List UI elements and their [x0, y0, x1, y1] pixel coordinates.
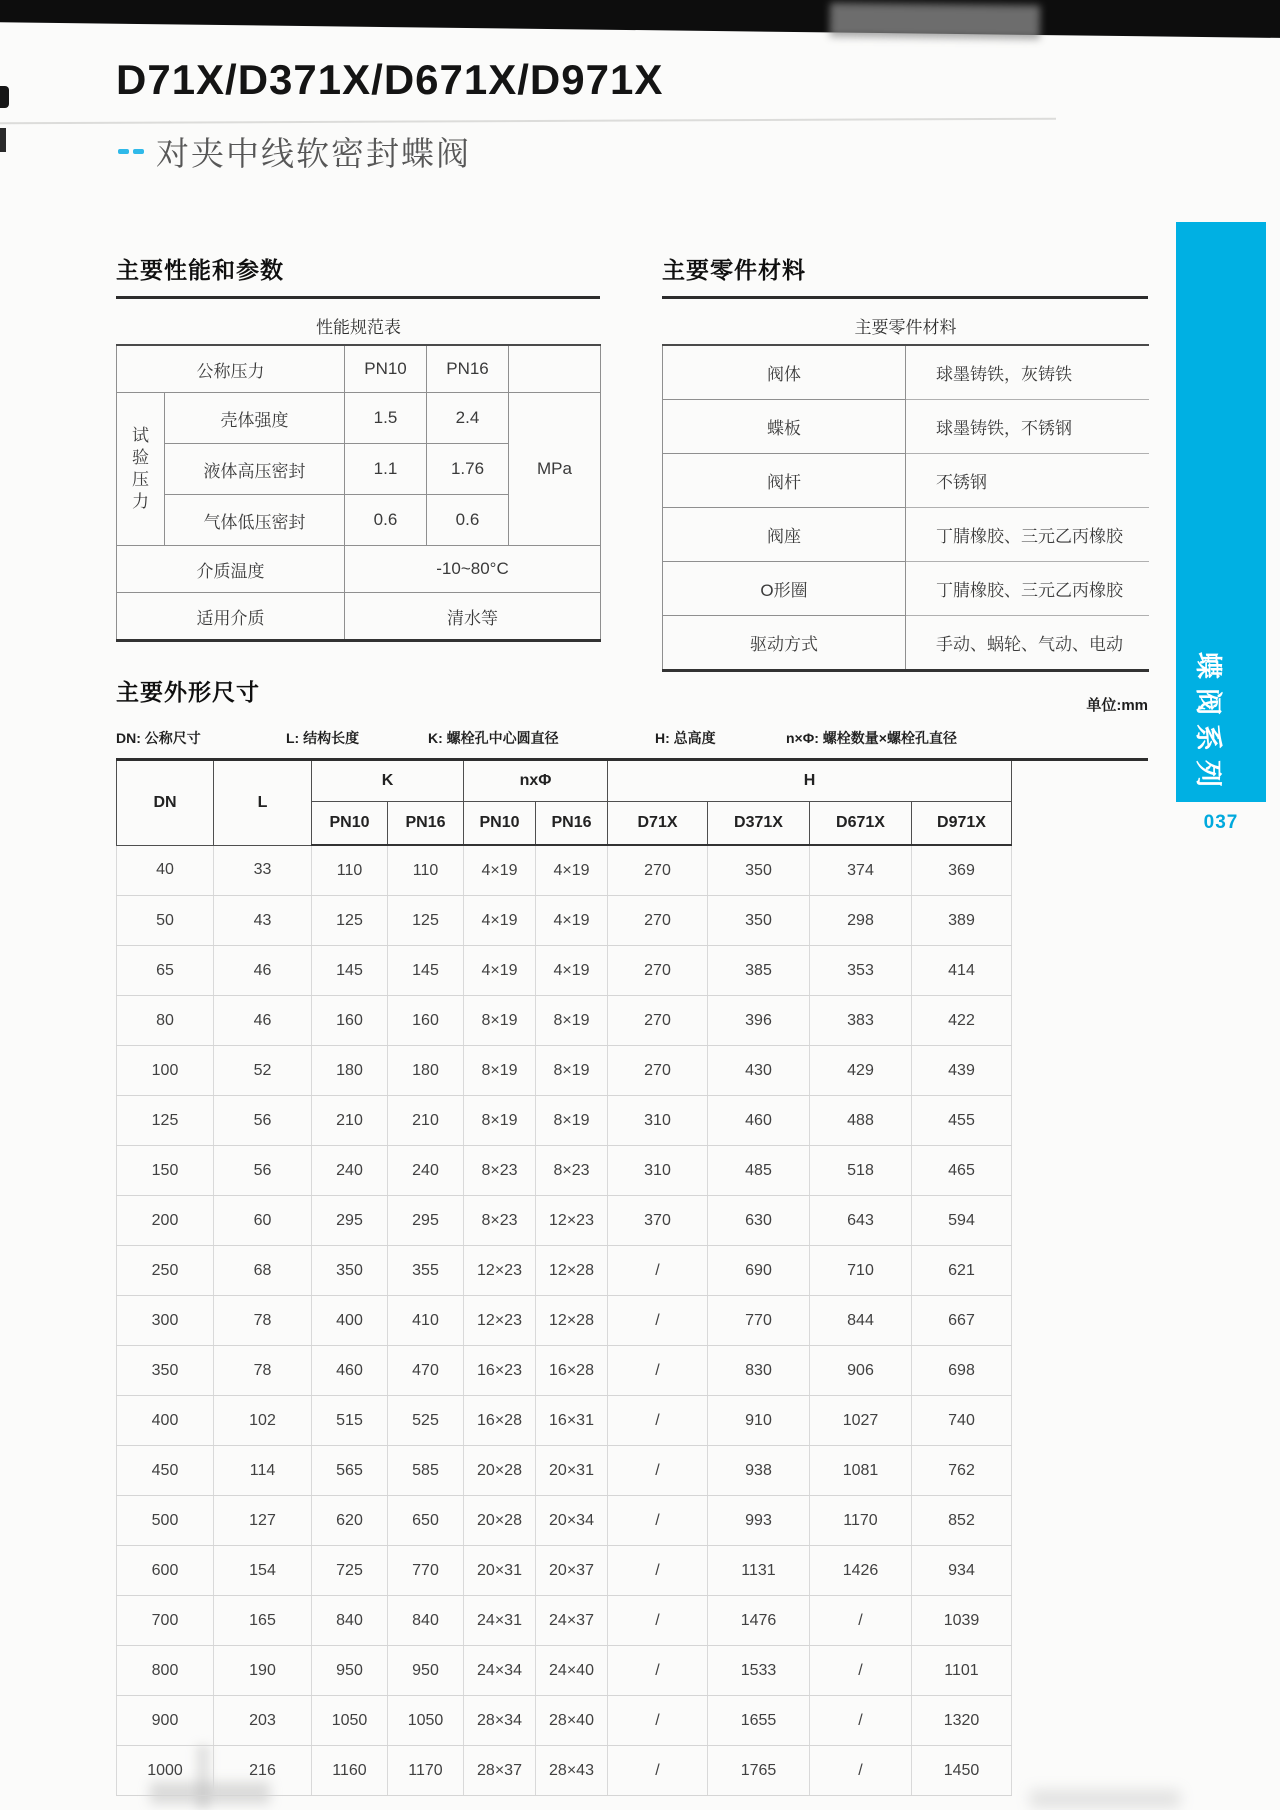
dim-cell: 900: [117, 1696, 214, 1746]
dim-cell: 250: [117, 1246, 214, 1296]
dim-cell: 630: [708, 1196, 810, 1246]
table-row: [117, 1146, 1012, 1196]
dim-cell: 762: [912, 1446, 1012, 1496]
table-row: [117, 1246, 1012, 1296]
dim-cell: 650: [388, 1496, 464, 1546]
dim-cell: 1476: [708, 1596, 810, 1646]
dim-cell: 20×31: [536, 1446, 608, 1496]
dim-cell: 1039: [912, 1596, 1012, 1646]
dim-cell: 203: [214, 1696, 312, 1746]
empty-cell: [509, 345, 601, 393]
medium-value: 清水等: [345, 593, 601, 641]
dim-cell: 150: [117, 1146, 214, 1196]
dim-cell: /: [810, 1696, 912, 1746]
dim-cell: 110: [312, 845, 388, 896]
dim-cell: 844: [810, 1296, 912, 1346]
dim-cell: 350: [117, 1346, 214, 1396]
subtitle-accent-dash-icon: [133, 149, 144, 154]
dim-cell: 369: [912, 845, 1012, 896]
dim-cell: 770: [708, 1296, 810, 1346]
dim-cell: 1450: [912, 1746, 1012, 1796]
dim-cell: 4×19: [536, 896, 608, 946]
dim-cell: 270: [608, 845, 708, 896]
dim-cell: 422: [912, 996, 1012, 1046]
series-side-tab: [1176, 222, 1266, 802]
dim-cell: 160: [312, 996, 388, 1046]
dim-cell: 518: [810, 1146, 912, 1196]
temperature-value: -10~80°C: [345, 546, 601, 593]
value-cell: 1.5: [345, 393, 427, 444]
dim-cell: 65: [117, 946, 214, 996]
dim-cell: 270: [608, 946, 708, 996]
dim-cell: 950: [388, 1646, 464, 1696]
row-label: 壳体强度: [165, 393, 345, 444]
dim-cell: 78: [214, 1296, 312, 1346]
dim-cell: 240: [388, 1146, 464, 1196]
dim-cell: 353: [810, 946, 912, 996]
dim-cell: 600: [117, 1546, 214, 1596]
dim-cell: 295: [312, 1196, 388, 1246]
performance-table: [116, 306, 601, 642]
dim-cell: 1081: [810, 1446, 912, 1496]
dim-cell: /: [608, 1546, 708, 1596]
dim-cell: 12×28: [536, 1246, 608, 1296]
column-group-nphi: nxΦ: [464, 761, 608, 802]
dim-cell: /: [608, 1396, 708, 1446]
part-material: 球墨铸铁，灰铸铁: [906, 345, 1149, 400]
column-group-h: H: [608, 761, 1012, 802]
dim-cell: 460: [708, 1096, 810, 1146]
dim-cell: 4×19: [536, 845, 608, 896]
dimensions-table: [116, 761, 1012, 1796]
materials-table: [662, 306, 1149, 672]
dim-cell: 370: [608, 1196, 708, 1246]
dimensions-heading: 主要外形尺寸: [116, 679, 260, 705]
dim-cell: /: [608, 1346, 708, 1396]
dim-cell: 667: [912, 1296, 1012, 1346]
dims-subheader: PN10: [464, 802, 536, 846]
unit-note: 单位:mm: [1086, 697, 1148, 714]
dim-cell: 1101: [912, 1646, 1012, 1696]
dim-cell: 40: [117, 845, 214, 896]
dim-cell: 216: [214, 1746, 312, 1796]
page-subtitle: 对夹中线软密封蝶阀: [156, 135, 471, 172]
dim-cell: 125: [388, 896, 464, 946]
dim-cell: 190: [214, 1646, 312, 1696]
dim-cell: 1050: [388, 1696, 464, 1746]
dim-cell: 160: [388, 996, 464, 1046]
dim-cell: 165: [214, 1596, 312, 1646]
temperature-label: 介质温度: [117, 546, 345, 593]
dim-cell: 840: [312, 1596, 388, 1646]
dim-cell: 455: [912, 1096, 1012, 1146]
column-header-pn10: PN10: [345, 345, 427, 393]
part-name: O形圈: [663, 562, 906, 616]
dim-cell: 906: [810, 1346, 912, 1396]
part-name: 阀杆: [663, 454, 906, 508]
dim-cell: 20×28: [464, 1446, 536, 1496]
dim-cell: 28×43: [536, 1746, 608, 1796]
dim-cell: 110: [388, 845, 464, 896]
dim-cell: 355: [388, 1246, 464, 1296]
dim-cell: 16×28: [464, 1396, 536, 1446]
dim-cell: 1160: [312, 1746, 388, 1796]
value-cell: 1.1: [345, 444, 427, 495]
dim-cell: 210: [388, 1096, 464, 1146]
dim-cell: 938: [708, 1446, 810, 1496]
dim-cell: 125: [117, 1096, 214, 1146]
dim-cell: /: [608, 1596, 708, 1646]
dims-subheader: D71X: [608, 802, 708, 846]
dim-cell: 429: [810, 1046, 912, 1096]
dim-cell: 125: [312, 896, 388, 946]
page-number: 037: [1203, 812, 1239, 833]
title-divider: [0, 118, 1056, 125]
scan-top-edge-gray: [830, 3, 1040, 40]
dim-cell: 68: [214, 1246, 312, 1296]
part-name: 阀座: [663, 508, 906, 562]
dim-cell: 374: [810, 845, 912, 896]
dim-cell: /: [608, 1646, 708, 1696]
row-label: 气体低压密封: [165, 495, 345, 546]
dim-cell: 8×19: [536, 996, 608, 1046]
dim-cell: 460: [312, 1346, 388, 1396]
table-row: [117, 1546, 1012, 1596]
dim-cell: 180: [312, 1046, 388, 1096]
dim-cell: 350: [708, 845, 810, 896]
column-header-l: L: [214, 761, 312, 845]
dim-cell: 852: [912, 1496, 1012, 1546]
dim-cell: 1655: [708, 1696, 810, 1746]
dim-cell: 594: [912, 1196, 1012, 1246]
dims-subheader: D371X: [708, 802, 810, 846]
dim-cell: 350: [708, 896, 810, 946]
part-material: 手动、蜗轮、气动、电动: [906, 616, 1149, 671]
dim-cell: 389: [912, 896, 1012, 946]
dim-cell: 240: [312, 1146, 388, 1196]
dim-cell: /: [608, 1246, 708, 1296]
dim-cell: 740: [912, 1396, 1012, 1446]
dim-cell: 500: [117, 1496, 214, 1546]
dim-cell: 200: [117, 1196, 214, 1246]
dim-cell: 28×37: [464, 1746, 536, 1796]
dim-cell: 56: [214, 1146, 312, 1196]
dim-cell: 1765: [708, 1746, 810, 1796]
dim-cell: 270: [608, 996, 708, 1046]
subtitle-accent-dash-icon: [118, 149, 129, 154]
table-row: [117, 1596, 1012, 1646]
dims-subheader: PN10: [312, 802, 388, 846]
table-row: [117, 896, 1012, 946]
row-label: 液体高压密封: [165, 444, 345, 495]
dim-cell: 16×31: [536, 1396, 608, 1446]
table-row: [117, 1046, 1012, 1096]
dim-cell: 830: [708, 1346, 810, 1396]
value-cell: 2.4: [427, 393, 509, 444]
dim-cell: 1131: [708, 1546, 810, 1596]
dim-cell: 1320: [912, 1696, 1012, 1746]
dim-cell: 485: [708, 1146, 810, 1196]
value-cell: 1.76: [427, 444, 509, 495]
dim-cell: 295: [388, 1196, 464, 1246]
dim-cell: /: [608, 1746, 708, 1796]
dim-cell: 414: [912, 946, 1012, 996]
dims-subheader: D671X: [810, 802, 912, 846]
page-title: D71X/D371X/D671X/D971X: [116, 56, 664, 103]
dim-cell: 8×19: [536, 1046, 608, 1096]
dim-cell: 993: [708, 1496, 810, 1546]
side-tab-label: 蝶阀系列: [1193, 652, 1223, 796]
dim-cell: 270: [608, 1046, 708, 1096]
materials-table-caption: 主要零件材料: [663, 306, 1149, 345]
dim-cell: 102: [214, 1396, 312, 1446]
part-name: 阀体: [663, 345, 906, 400]
performance-table-caption: 性能规范表: [117, 306, 601, 345]
dim-cell: 8×19: [464, 1046, 536, 1096]
dim-cell: 298: [810, 896, 912, 946]
legend-item: H: 总高度: [655, 730, 716, 746]
dim-cell: 621: [912, 1246, 1012, 1296]
part-material: 不锈钢: [906, 454, 1149, 508]
dim-cell: 488: [810, 1096, 912, 1146]
dim-cell: 4×19: [464, 946, 536, 996]
dim-cell: 690: [708, 1246, 810, 1296]
dim-cell: 8×19: [536, 1096, 608, 1146]
dim-cell: 46: [214, 996, 312, 1046]
value-cell: 0.6: [345, 495, 427, 546]
scan-artifact: [0, 86, 9, 108]
dim-cell: 4×19: [536, 946, 608, 996]
dim-cell: /: [608, 1296, 708, 1346]
dim-cell: 210: [312, 1096, 388, 1146]
table-row: [117, 845, 1012, 896]
dim-cell: 12×23: [536, 1196, 608, 1246]
scan-top-edge: [0, 0, 1280, 39]
dim-cell: 383: [810, 996, 912, 1046]
table-row: [117, 1096, 1012, 1146]
dim-cell: 1533: [708, 1646, 810, 1696]
table-row: [117, 1746, 1012, 1796]
dim-cell: 78: [214, 1346, 312, 1396]
dim-cell: 643: [810, 1196, 912, 1246]
dim-cell: 4×19: [464, 896, 536, 946]
table-row: [117, 1646, 1012, 1696]
column-header-pn16: PN16: [427, 345, 509, 393]
dim-cell: 400: [312, 1296, 388, 1346]
dim-cell: 100: [117, 1046, 214, 1096]
dim-cell: 910: [708, 1396, 810, 1446]
legend-item: K: 螺栓孔中心圆直径: [428, 730, 559, 746]
dims-subheader: D971X: [912, 802, 1012, 846]
part-material: 丁腈橡胶、三元乙丙橡胶: [906, 562, 1149, 616]
dim-cell: 8×23: [464, 1146, 536, 1196]
dim-cell: 1426: [810, 1546, 912, 1596]
dim-cell: 620: [312, 1496, 388, 1546]
table-row: [117, 996, 1012, 1046]
heading-rule: [116, 296, 600, 299]
dim-cell: 400: [117, 1396, 214, 1446]
dim-cell: 410: [388, 1296, 464, 1346]
table-row: [117, 946, 1012, 996]
dim-cell: 450: [117, 1446, 214, 1496]
part-name: 蝶板: [663, 400, 906, 454]
dim-cell: 28×40: [536, 1696, 608, 1746]
dim-cell: 43: [214, 896, 312, 946]
dim-cell: 310: [608, 1146, 708, 1196]
dim-cell: 8×23: [464, 1196, 536, 1246]
dim-cell: 396: [708, 996, 810, 1046]
medium-label: 适用介质: [117, 593, 345, 641]
dim-cell: 840: [388, 1596, 464, 1646]
dim-cell: 700: [117, 1596, 214, 1646]
dim-cell: 565: [312, 1446, 388, 1496]
column-header-dn: DN: [117, 761, 214, 845]
dim-cell: 1170: [810, 1496, 912, 1546]
scan-artifact: [1030, 1790, 1180, 1808]
dim-cell: 24×37: [536, 1596, 608, 1646]
dim-cell: 8×23: [536, 1146, 608, 1196]
dim-cell: /: [608, 1496, 708, 1546]
dim-cell: 145: [388, 946, 464, 996]
dim-cell: 50: [117, 896, 214, 946]
test-pressure-label: 试验压力: [117, 393, 165, 546]
dim-cell: 710: [810, 1246, 912, 1296]
dim-cell: 770: [388, 1546, 464, 1596]
dim-cell: 1000: [117, 1746, 214, 1796]
legend-item: n×Φ: 螺栓数量×螺栓孔直径: [786, 730, 957, 746]
dim-cell: 4×19: [464, 845, 536, 896]
table-row: [117, 1496, 1012, 1546]
dim-cell: 46: [214, 946, 312, 996]
dim-cell: /: [608, 1696, 708, 1746]
dim-cell: 145: [312, 946, 388, 996]
dim-cell: 12×23: [464, 1296, 536, 1346]
dims-subheader: PN16: [388, 802, 464, 846]
dim-cell: 8×19: [464, 1096, 536, 1146]
dim-cell: 24×34: [464, 1646, 536, 1696]
dim-cell: 60: [214, 1196, 312, 1246]
table-row: [117, 1346, 1012, 1396]
dim-cell: 28×34: [464, 1696, 536, 1746]
part-material: 丁腈橡胶、三元乙丙橡胶: [906, 508, 1149, 562]
table-row: [117, 1396, 1012, 1446]
dim-cell: 1050: [312, 1696, 388, 1746]
dim-cell: 12×28: [536, 1296, 608, 1346]
dim-cell: 300: [117, 1296, 214, 1346]
dim-cell: 430: [708, 1046, 810, 1096]
unit-cell: MPa: [509, 393, 601, 546]
dim-cell: 800: [117, 1646, 214, 1696]
table-row: [117, 1696, 1012, 1746]
dim-cell: 8×19: [464, 996, 536, 1046]
subtitle-row: [118, 128, 471, 175]
dim-cell: 20×28: [464, 1496, 536, 1546]
dim-cell: 24×31: [464, 1596, 536, 1646]
dim-cell: 114: [214, 1446, 312, 1496]
dim-cell: 52: [214, 1046, 312, 1096]
legend-item: L: 结构长度: [286, 730, 360, 746]
dim-cell: 154: [214, 1546, 312, 1596]
dim-cell: 80: [117, 996, 214, 1046]
dim-cell: 12×23: [464, 1246, 536, 1296]
dim-cell: 515: [312, 1396, 388, 1446]
dim-cell: 56: [214, 1096, 312, 1146]
dim-cell: 1027: [810, 1396, 912, 1446]
dim-cell: 24×40: [536, 1646, 608, 1696]
dim-cell: 470: [388, 1346, 464, 1396]
dim-cell: /: [810, 1646, 912, 1696]
dim-cell: 270: [608, 896, 708, 946]
dim-cell: 385: [708, 946, 810, 996]
dim-cell: 20×37: [536, 1546, 608, 1596]
scan-artifact: [0, 128, 6, 152]
table-row: [117, 1196, 1012, 1246]
part-material: 球墨铸铁，不锈钢: [906, 400, 1149, 454]
dim-cell: 16×28: [536, 1346, 608, 1396]
table-row: [117, 1296, 1012, 1346]
value-cell: 0.6: [427, 495, 509, 546]
performance-heading: 主要性能和参数: [116, 257, 284, 283]
dim-cell: 698: [912, 1346, 1012, 1396]
part-name: 驱动方式: [663, 616, 906, 671]
dim-cell: 180: [388, 1046, 464, 1096]
dim-cell: 20×31: [464, 1546, 536, 1596]
column-group-k: K: [312, 761, 464, 802]
nominal-pressure-label: 公称压力: [117, 345, 345, 393]
dim-cell: 350: [312, 1246, 388, 1296]
dim-cell: 950: [312, 1646, 388, 1696]
legend-item: DN: 公称尺寸: [116, 730, 201, 746]
dim-cell: 1170: [388, 1746, 464, 1796]
dim-cell: 585: [388, 1446, 464, 1496]
dim-cell: 439: [912, 1046, 1012, 1096]
heading-rule: [662, 296, 1148, 299]
dim-cell: 525: [388, 1396, 464, 1446]
dim-cell: 20×34: [536, 1496, 608, 1546]
dimensions-legend: [116, 728, 1156, 750]
dim-cell: 934: [912, 1546, 1012, 1596]
dim-cell: 16×23: [464, 1346, 536, 1396]
materials-heading: 主要零件材料: [662, 257, 806, 283]
dims-subheader: PN16: [536, 802, 608, 846]
table-row: [117, 1446, 1012, 1496]
dim-cell: 725: [312, 1546, 388, 1596]
dim-cell: 33: [214, 845, 312, 896]
dim-cell: 310: [608, 1096, 708, 1146]
dim-cell: /: [810, 1746, 912, 1796]
dim-cell: /: [608, 1446, 708, 1496]
dim-cell: 127: [214, 1496, 312, 1546]
dim-cell: 465: [912, 1146, 1012, 1196]
dim-cell: /: [810, 1596, 912, 1646]
